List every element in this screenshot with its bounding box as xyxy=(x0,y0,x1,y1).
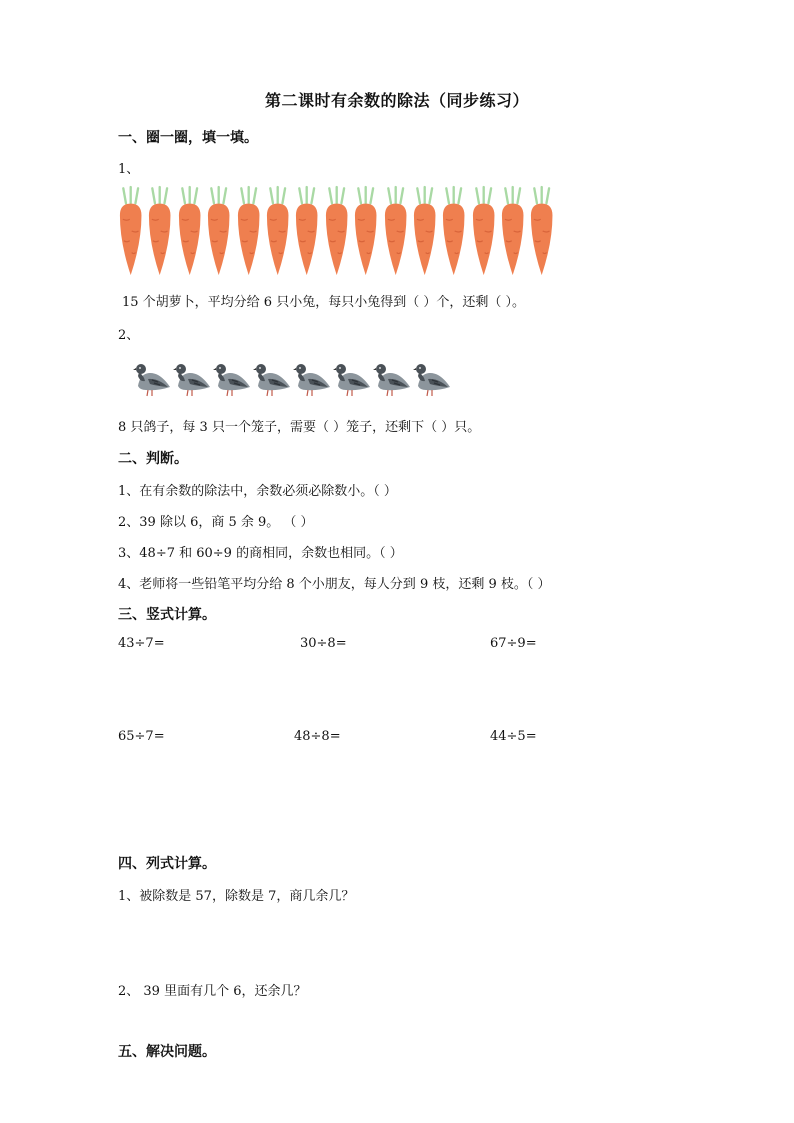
carrot-icon xyxy=(145,185,174,277)
carrot-icon xyxy=(322,185,351,277)
judge-item-3: 3、48÷7 和 60÷9 的商相同，余数也相同。（ ） xyxy=(118,546,403,561)
calc-problem: 48÷8= xyxy=(294,729,341,744)
list-calc-item-2: 2、 39 里面有几个 6，还余几？ xyxy=(118,984,307,999)
carrot-icon xyxy=(498,185,527,277)
pigeon-icon xyxy=(172,360,212,398)
pigeon-icon xyxy=(252,360,292,398)
question-2-text: 8 只鸽子，每 3 只一个笼子，需要（ ）笼子，还剩下（ ）只。 xyxy=(118,420,481,435)
calc-problem: 44÷5= xyxy=(490,729,537,744)
question-1-number: 1、 xyxy=(118,162,140,177)
carrot-icon xyxy=(175,185,204,277)
judge-item-2: 2、39 除以 6，商 5 余 9。 （ ） xyxy=(118,515,314,530)
carrot-icon xyxy=(527,185,556,277)
carrot-icon xyxy=(263,185,292,277)
judge-item-4: 4、老师将一些铅笔平均分给 8 个小朋友，每人分到 9 枝，还剩 9 枝。（ ） xyxy=(118,577,551,592)
question-1-text: 15 个胡萝卜，平均分给 6 只小兔，每只小兔得到（ ）个，还剩（ ）。 xyxy=(122,295,525,310)
carrot-icon xyxy=(381,185,410,277)
section-heading-4: 四、列式计算。 xyxy=(118,856,216,872)
page-title: 第二课时有余数的除法（同步练习） xyxy=(264,91,529,110)
section-heading-1: 一、圈一圈，填一填。 xyxy=(118,130,258,146)
calc-problem: 43÷7= xyxy=(118,636,165,651)
list-calc-item-1: 1、被除数是 57，除数是 7，商几余几？ xyxy=(118,889,355,904)
carrot-icon xyxy=(116,185,145,277)
pigeon-icon xyxy=(292,360,332,398)
carrot-icon xyxy=(292,185,321,277)
section-heading-5: 五、解决问题。 xyxy=(118,1044,216,1060)
section-heading-3: 三、竖式计算。 xyxy=(118,607,216,623)
carrot-illustration-row xyxy=(116,185,557,277)
section-heading-2: 二、判断。 xyxy=(118,451,188,467)
carrot-icon xyxy=(410,185,439,277)
pigeon-illustration-row xyxy=(132,360,452,398)
calc-problem: 30÷8= xyxy=(300,636,347,651)
pigeon-icon xyxy=(332,360,372,398)
carrot-icon xyxy=(234,185,263,277)
question-2-number: 2、 xyxy=(118,328,140,343)
carrot-icon xyxy=(204,185,233,277)
pigeon-icon xyxy=(132,360,172,398)
judge-item-1: 1、在有余数的除法中，余数必须必除数小。（ ） xyxy=(118,484,397,499)
carrot-icon xyxy=(439,185,468,277)
pigeon-icon xyxy=(372,360,412,398)
calc-problem: 65÷7= xyxy=(118,729,165,744)
carrot-icon xyxy=(469,185,498,277)
carrot-icon xyxy=(351,185,380,277)
pigeon-icon xyxy=(412,360,452,398)
calc-problem: 67÷9= xyxy=(490,636,537,651)
pigeon-icon xyxy=(212,360,252,398)
